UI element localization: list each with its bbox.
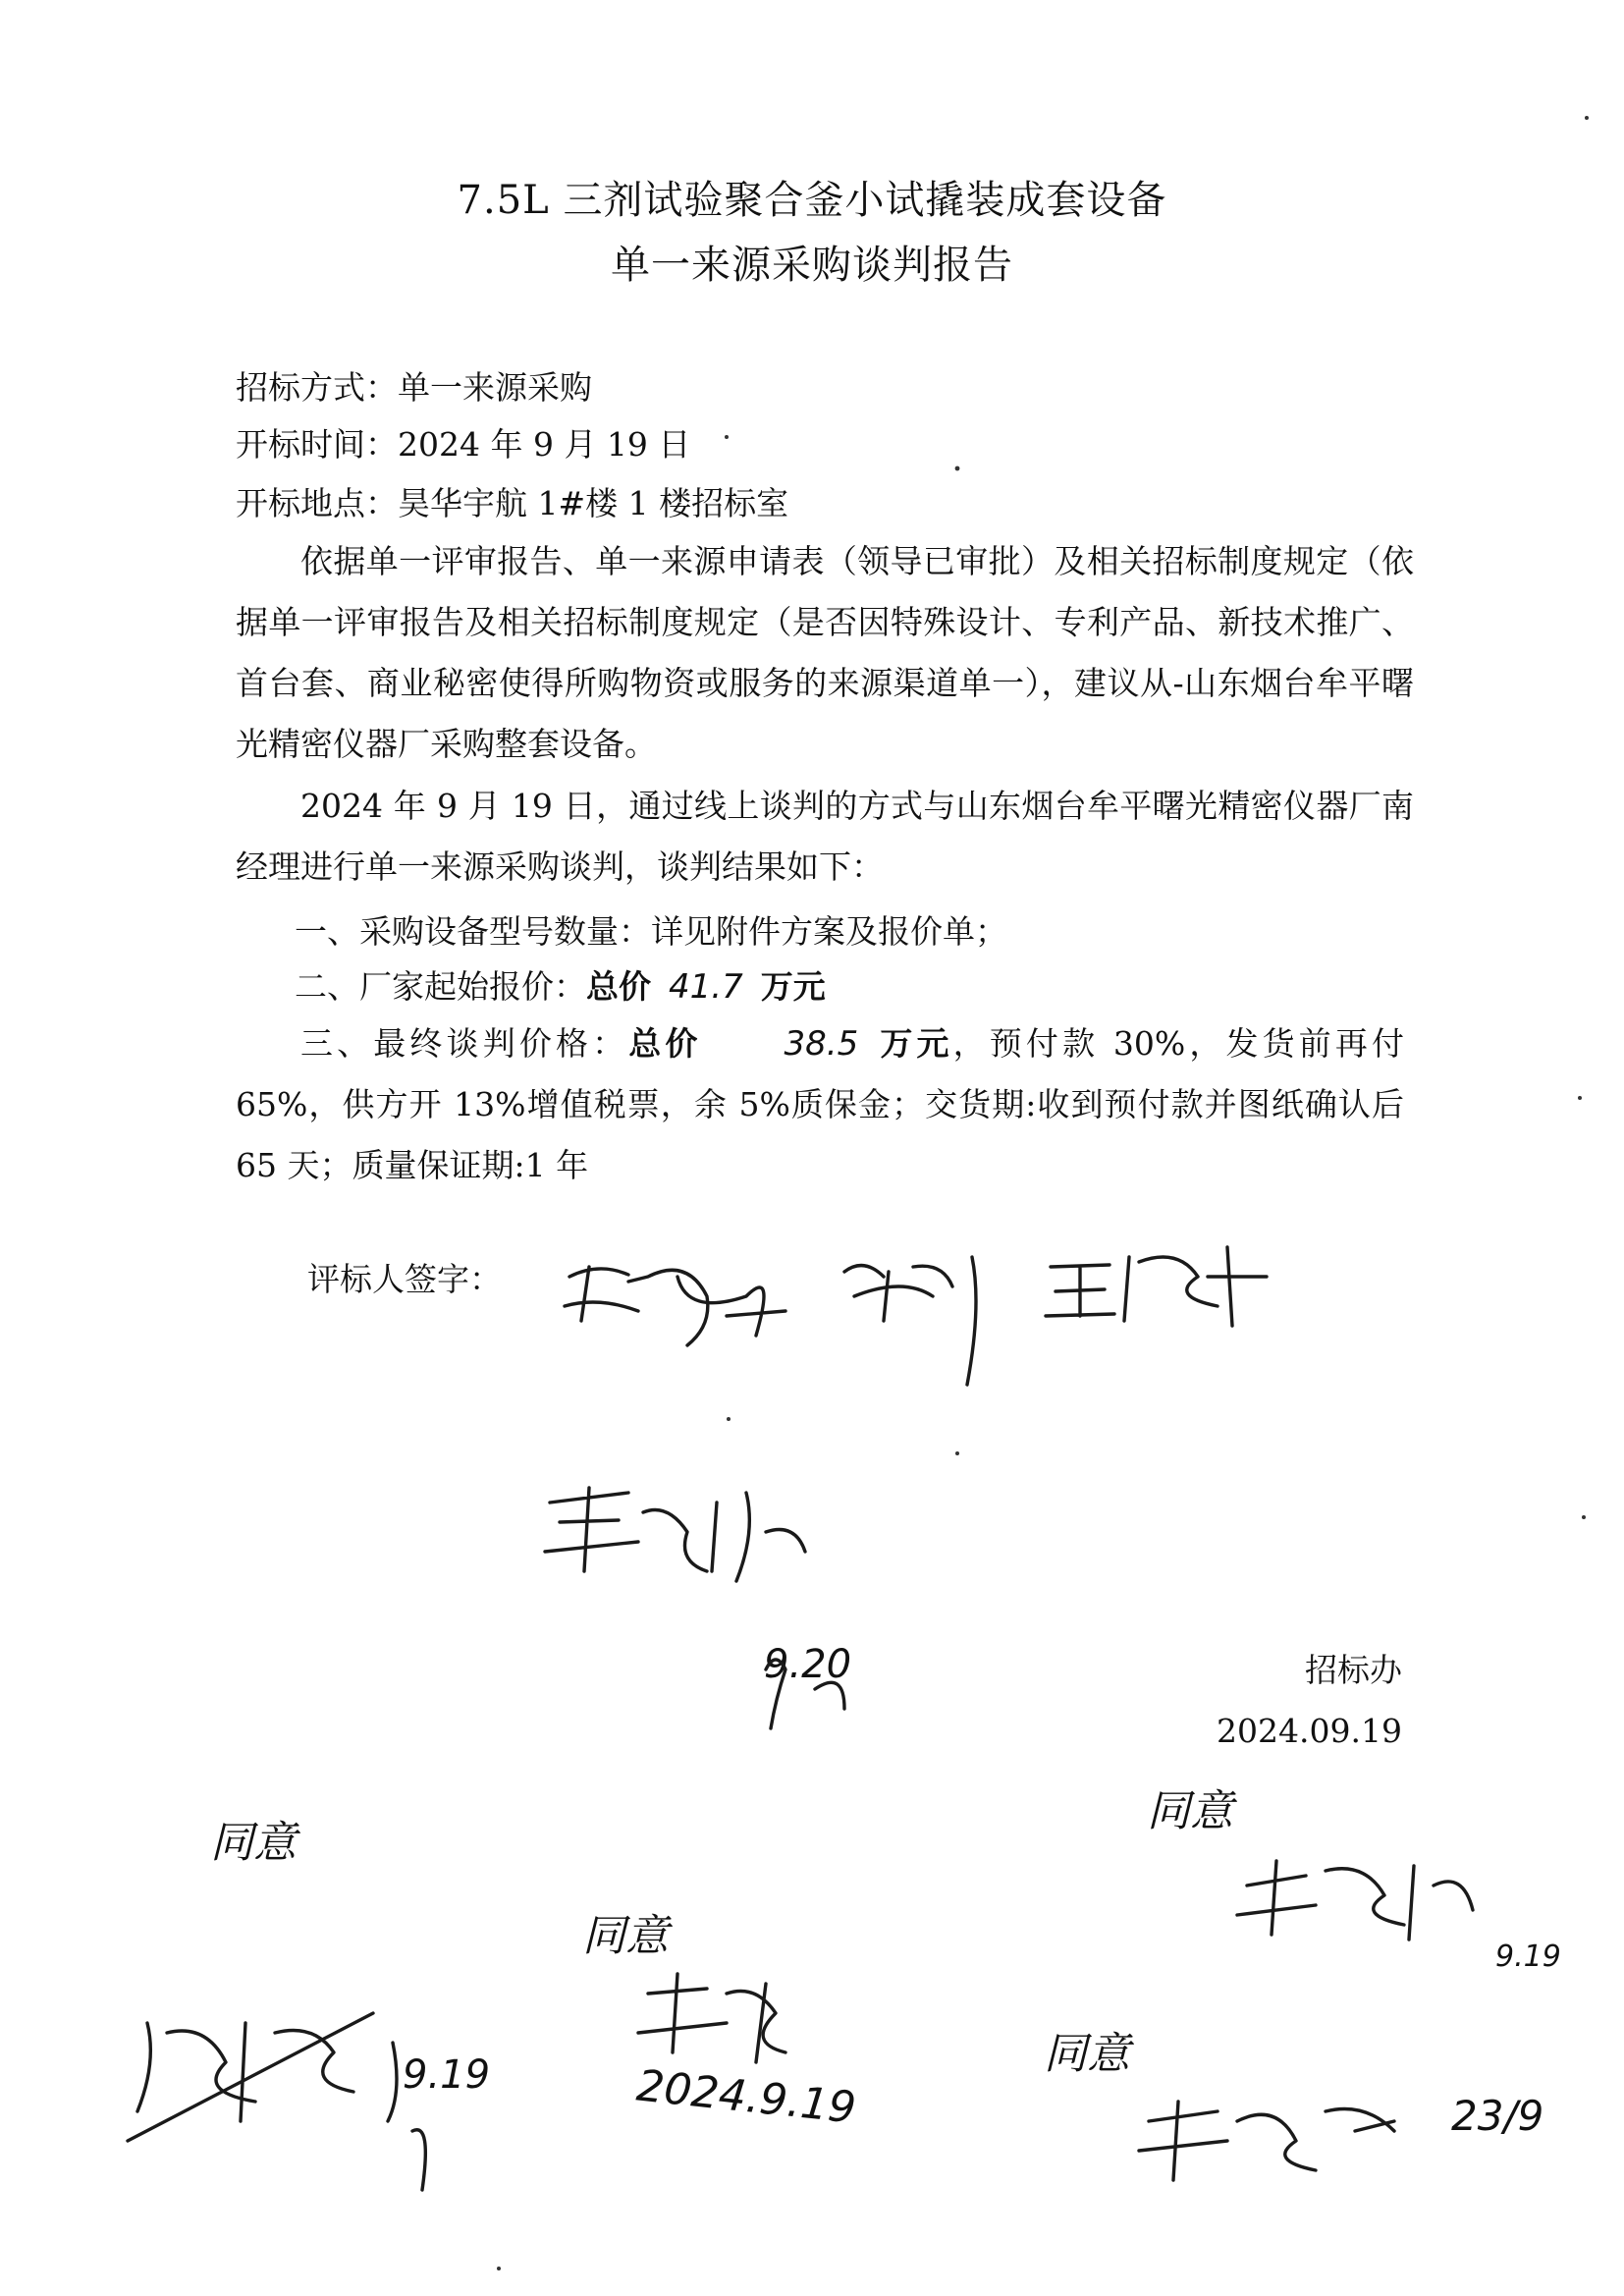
handwritten-approval-1: 同意 bbox=[210, 1818, 297, 1868]
starting-price-total-label: 总价 bbox=[586, 967, 651, 1006]
result-item-1: 一、采购设备型号数量：详见附件方案及报价单； bbox=[295, 912, 1007, 951]
bottom-middle-signature bbox=[638, 1974, 785, 2062]
final-price-unit: 万元 bbox=[876, 1024, 953, 1063]
bidding-office-name: 招标办 bbox=[1305, 1651, 1402, 1689]
handwritten-approval-3: 同意 bbox=[1147, 1786, 1233, 1836]
bid-method: 招标方式：单一来源采购 bbox=[236, 368, 592, 407]
final-price-terms: ，预付款 30%，发货前再付 65%，供方开 13%增值税票，余 5%质保金；交货期:收到预付款并图纸确认后 65 天；质量保证期:1 年 bbox=[236, 1024, 1405, 1184]
negotiation-paragraph: 2024 年 9 月 19 日，通过线上谈判的方式与山东烟台牟平曙光精密仪器厂南经理进行单一来源采购谈判，谈判结果如下： bbox=[236, 787, 1414, 886]
bottom-right-signature-2 bbox=[1139, 2102, 1394, 2180]
bidding-office-stamp bbox=[1217, 1640, 1402, 1762]
bid-open-place: 开标地点：昊华宇航 1#楼 1 楼招标室 bbox=[236, 484, 789, 522]
result-item-2-prefix: 二、厂家起始报价： bbox=[295, 967, 586, 1006]
final-price-value: 38.5 bbox=[784, 1024, 859, 1064]
bid-open-time: 开标时间：2024 年 9 月 19 日 bbox=[236, 425, 691, 464]
reviewer-signature-center bbox=[545, 1488, 844, 1728]
handwritten-date-2: 9.19 bbox=[1495, 1940, 1561, 1974]
final-price-total-label: 总价 bbox=[628, 1024, 702, 1063]
evaluator-signature-1 bbox=[565, 1267, 785, 1345]
evaluator-signature-label: 评标人签字： bbox=[307, 1260, 502, 1298]
bidding-office-date: 2024.09.19 bbox=[1217, 1712, 1402, 1750]
evaluator-signature-3 bbox=[1046, 1247, 1267, 1326]
handwritten-date-4: 9.19 bbox=[403, 2052, 491, 2098]
basis-paragraph: 依据单一评审报告、单一来源申请表（领导已审批）及相关招标制度规定（依据单一评审报告及相关招标制度规定（是否因特殊设计、专利产品、新技术推广、首台套、商业秘密使得所购物资或服务的来源渠道单一），建议从-山东烟台牟平曙光精密仪器厂采购整套设备。 bbox=[236, 542, 1414, 763]
handwritten-date-5: 23/9 bbox=[1451, 2092, 1544, 2140]
document-title-line1: 7.5L 三剂试验聚合釜小试撬装成套设备 bbox=[457, 178, 1167, 223]
result-item-3-prefix: 三、最终谈判价格： bbox=[300, 1024, 629, 1063]
starting-price-unit: 万元 bbox=[760, 967, 826, 1006]
handwritten-approval-2: 同意 bbox=[582, 1911, 669, 1961]
evaluator-signature-2 bbox=[844, 1257, 976, 1385]
bottom-right-signature-1 bbox=[1237, 1861, 1473, 1940]
handwritten-date-3: 2024.9.19 bbox=[633, 2060, 858, 2134]
handwritten-approval-4: 同意 bbox=[1044, 2029, 1130, 2079]
bottom-left-signature bbox=[128, 2013, 425, 2190]
result-item-3 bbox=[236, 1013, 1404, 1196]
result-item-2 bbox=[295, 964, 826, 1010]
document-title-line2: 单一来源采购谈判报告 bbox=[611, 243, 1013, 288]
handwritten-date-1: 9.20 bbox=[764, 1642, 852, 1687]
starting-price-value: 41.7 bbox=[669, 967, 743, 1007]
